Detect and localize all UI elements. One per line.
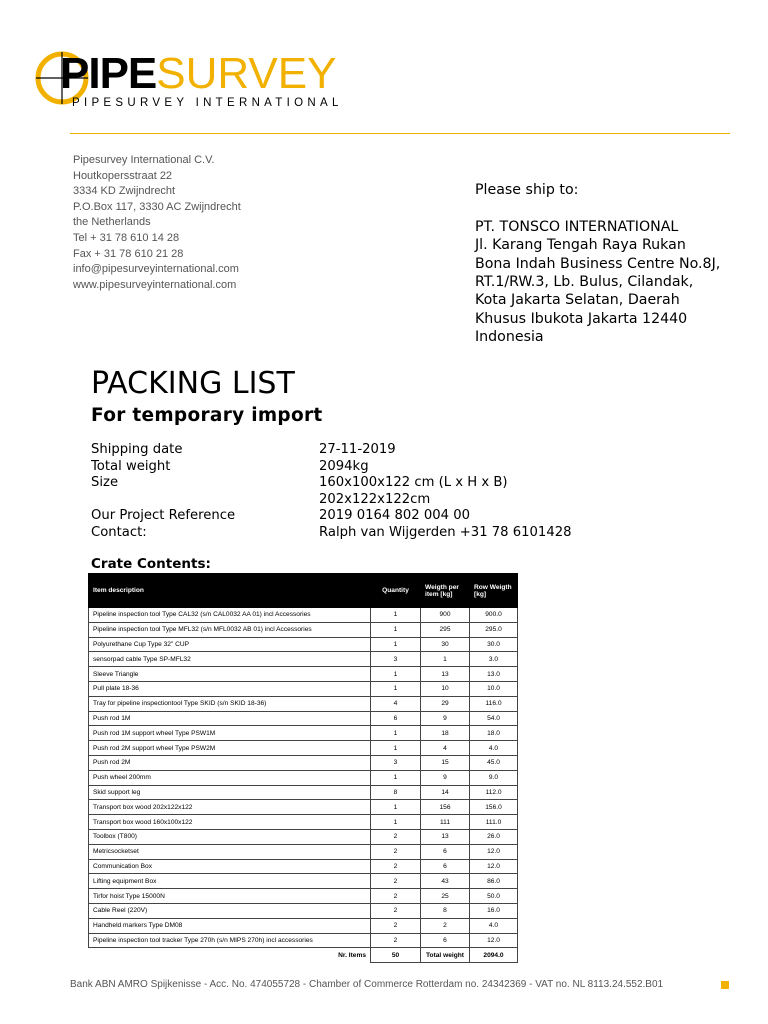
cell-quantity: 2: [371, 889, 421, 904]
ship-to-line: Khusus Ibukota Jakarta 12440: [475, 310, 688, 327]
table-row: [89, 637, 518, 652]
info-value: 2094kg: [319, 458, 369, 474]
table-total-row: [89, 948, 518, 963]
company-logo: [34, 48, 364, 118]
cell-row-weight: 13.0: [470, 667, 518, 682]
cell-quantity: 1: [371, 815, 421, 830]
cell-quantity: 2: [371, 859, 421, 874]
cell-row-weight: 156.0: [470, 800, 518, 815]
cell-weight-per-item: 9: [421, 711, 470, 726]
info-value: 27-11-2019: [319, 442, 396, 457]
table-row: [89, 755, 518, 770]
cell-description: Push wheel 200mm: [89, 770, 371, 785]
crate-contents-title: Crate Contents:: [91, 556, 211, 572]
sender-website: www.pipesurveyinternational.com: [73, 278, 237, 291]
cell-weight-per-item: 18: [421, 726, 470, 741]
table-row: [89, 711, 518, 726]
cell-quantity: 3: [371, 652, 421, 667]
cell-quantity: 2: [371, 903, 421, 918]
cell-description: Metricsocketset: [89, 844, 371, 859]
cell-weight-per-item: 900: [421, 608, 470, 623]
cell-row-weight: 12.0: [470, 859, 518, 874]
cell-row-weight: 18.0: [470, 726, 518, 741]
sender-email: info@pipesurveyinternational.com: [73, 263, 239, 276]
cell-weight-per-item: 2: [421, 918, 470, 933]
table-row: [89, 829, 518, 844]
cell-description: Pull plate 18-36: [89, 681, 371, 696]
info-value: 202x122x122cm: [319, 491, 431, 507]
ship-to-block: [475, 181, 720, 347]
cell-weight-per-item: 30: [421, 637, 470, 652]
cell-quantity: 6: [371, 711, 421, 726]
cell-quantity: 1: [371, 800, 421, 815]
cell-row-weight: 295.0: [470, 622, 518, 637]
cell-weight-per-item: 6: [421, 859, 470, 874]
info-row: [91, 525, 572, 542]
info-label: Total weight: [91, 458, 171, 474]
cell-description: Pipeline inspection tool Type CAL32 (s/n CAL0032 AA 01) incl Accessories: [89, 608, 371, 623]
cell-weight-per-item: 14: [421, 785, 470, 800]
cell-quantity: 1: [371, 608, 421, 623]
table-row: [89, 918, 518, 933]
ship-to-line: RT.1/RW.3, Lb. Bulus, Cilandak,: [475, 274, 694, 291]
cell-row-weight: 3.0: [470, 652, 518, 667]
header-divider: [70, 133, 730, 134]
ship-to-line: Bona Indah Business Centre No.8J,: [475, 255, 721, 272]
shipment-info: [91, 442, 572, 542]
cell-row-weight: 9.0: [470, 770, 518, 785]
cell-weight-per-item: 10: [421, 681, 470, 696]
info-value: Ralph van Wijgerden +31 78 6101428: [319, 524, 572, 540]
cell-weight-per-item: 295: [421, 622, 470, 637]
crate-table-body: [89, 608, 518, 948]
logo-subtitle: PIPESURVEY INTERNATIONAL: [72, 97, 343, 109]
cell-quantity: 2: [371, 918, 421, 933]
sender-line: Houtkopersstraat 22: [73, 169, 173, 182]
cell-description: Transport box wood 160x100x122: [89, 815, 371, 830]
cell-quantity: 4: [371, 696, 421, 711]
cell-description: Cable Reel (220V): [89, 903, 371, 918]
footer-bank-info: Bank ABN AMRO Spijkenisse - Acc. No. 474055728 - Chamber of Commerce Rotterdam no. 24342369 - VAT no. NL 8113.24.552.B01: [70, 979, 664, 990]
cell-description: Toolbox (T800): [89, 829, 371, 844]
cell-description: Push rod 1M support wheel Type PSW1M: [89, 726, 371, 741]
cell-description: Sleeve Triangle: [89, 667, 371, 682]
sender-line: Tel + 31 78 610 14 28: [73, 231, 180, 244]
ship-to-line: PT. TONSCO INTERNATIONAL: [475, 218, 679, 235]
info-row: [91, 475, 572, 492]
cell-description: Communication Box: [89, 859, 371, 874]
info-row: [91, 508, 572, 525]
cell-description: Pipeline inspection tool Type MFL32 (s/n MFL0032 AB 01) incl Accessories: [89, 622, 371, 637]
cell-weight-per-item: 6: [421, 844, 470, 859]
cell-weight-per-item: 156: [421, 800, 470, 815]
cell-quantity: 2: [371, 844, 421, 859]
table-row: [89, 770, 518, 785]
logo-pipe-text: PIPE: [60, 49, 157, 98]
cell-row-weight: 54.0: [470, 711, 518, 726]
info-row: [91, 442, 572, 459]
cell-row-weight: 50.0: [470, 889, 518, 904]
cell-weight-per-item: 1: [421, 652, 470, 667]
column-header-weight-per-item: Weigth per item [kg]: [421, 574, 470, 608]
cell-weight-per-item: 25: [421, 889, 470, 904]
table-row: [89, 667, 518, 682]
table-row: [89, 800, 518, 815]
cell-quantity: 2: [371, 874, 421, 889]
cell-row-weight: 12.0: [470, 933, 518, 948]
cell-quantity: 1: [371, 637, 421, 652]
cell-weight-per-item: 4: [421, 741, 470, 756]
cell-row-weight: 900.0: [470, 608, 518, 623]
document-title: PACKING LIST: [91, 366, 295, 401]
sender-line: 3334 KD Zwijndrecht: [73, 185, 176, 198]
table-row: [89, 933, 518, 948]
cell-row-weight: 112.0: [470, 785, 518, 800]
table-row: [89, 696, 518, 711]
cell-weight-per-item: 13: [421, 667, 470, 682]
cell-weight-per-item: 6: [421, 933, 470, 948]
cell-row-weight: 86.0: [470, 874, 518, 889]
cell-row-weight: 4.0: [470, 741, 518, 756]
cell-row-weight: 30.0: [470, 637, 518, 652]
sender-line: the Netherlands: [73, 216, 151, 229]
cell-description: Push rod 2M support wheel Type PSW2M: [89, 741, 371, 756]
cell-description: Polyurethane Cup Type 32" CUP: [89, 637, 371, 652]
table-row: [89, 681, 518, 696]
cell-description: Tirfor hoist Type 15000N: [89, 889, 371, 904]
cell-quantity: 2: [371, 933, 421, 948]
table-row: [89, 785, 518, 800]
cell-description: Tray for pipeline inspectiontool Type SKID (s/n SKID 18-36): [89, 696, 371, 711]
sender-address: [73, 153, 241, 293]
sender-line: Pipesurvey International C.V.: [73, 154, 215, 166]
cell-row-weight: 4.0: [470, 918, 518, 933]
cell-quantity: 3: [371, 755, 421, 770]
cell-quantity: 1: [371, 622, 421, 637]
table-row: [89, 903, 518, 918]
cell-row-weight: 45.0: [470, 755, 518, 770]
total-items-value: 50: [371, 948, 421, 963]
cell-weight-per-item: 43: [421, 874, 470, 889]
cell-description: sensorpad cable Type SP-MFL32: [89, 652, 371, 667]
cell-quantity: 1: [371, 741, 421, 756]
info-label: Our Project Reference: [91, 508, 236, 524]
cell-description: Lifting equipment Box: [89, 874, 371, 889]
cell-quantity: 1: [371, 667, 421, 682]
cell-row-weight: 111.0: [470, 815, 518, 830]
ship-to-line: Indonesia: [475, 329, 544, 346]
cell-description: Handheld markers Type DM08: [89, 918, 371, 933]
column-header-row-weight: Row Weigth [kg]: [470, 574, 518, 608]
cell-quantity: 8: [371, 785, 421, 800]
cell-description: Skid support leg: [89, 785, 371, 800]
info-label: [91, 492, 319, 509]
cell-description: Transport box wood 202x122x122: [89, 800, 371, 815]
cell-quantity: 2: [371, 829, 421, 844]
sender-line: P.O.Box 117, 3330 AC Zwijndrecht: [73, 200, 241, 213]
logo-survey-text: SURVEY: [156, 49, 337, 98]
table-row: [89, 652, 518, 667]
ship-to-line: Jl. Karang Tengah Raya Rukan: [475, 237, 686, 254]
table-row: [89, 741, 518, 756]
column-header-quantity: Quantity: [371, 574, 421, 608]
info-value: 2019 0164 802 004 00: [319, 508, 471, 524]
column-header-description: Item description: [89, 574, 371, 608]
cell-description: Pipeline inspection tool tracker Type 270h (s/n MIPS 270h) incl accessories: [89, 933, 371, 948]
info-value: 160x100x122 cm (L x H x B): [319, 475, 508, 491]
cell-row-weight: 116.0: [470, 696, 518, 711]
cell-description: Push rod 2M: [89, 755, 371, 770]
cell-weight-per-item: 15: [421, 755, 470, 770]
table-row: [89, 874, 518, 889]
ship-to-heading: Please ship to:: [475, 182, 579, 198]
crate-contents-table: [88, 573, 518, 963]
logo-wordmark: [60, 51, 336, 97]
cell-weight-per-item: 8: [421, 903, 470, 918]
cell-description: Push rod 1M: [89, 711, 371, 726]
sender-line: Fax + 31 78 610 21 28: [73, 247, 184, 260]
ship-to-line: Kota Jakarta Selatan, Daerah: [475, 292, 680, 309]
info-row: [91, 459, 572, 476]
table-row: [89, 815, 518, 830]
table-header-row: [89, 574, 518, 608]
document-subtitle: For temporary import: [91, 405, 323, 426]
info-label: Shipping date: [91, 442, 183, 457]
cell-weight-per-item: 29: [421, 696, 470, 711]
cell-weight-per-item: 13: [421, 829, 470, 844]
info-row: [91, 492, 572, 509]
table-row: [89, 608, 518, 623]
cell-row-weight: 10.0: [470, 681, 518, 696]
cell-row-weight: 26.0: [470, 829, 518, 844]
table-row: [89, 859, 518, 874]
cell-quantity: 1: [371, 681, 421, 696]
table-row: [89, 844, 518, 859]
total-items-label: Nr. Items: [89, 948, 371, 963]
info-label: Contact:: [91, 524, 147, 540]
cell-weight-per-item: 9: [421, 770, 470, 785]
cell-quantity: 1: [371, 726, 421, 741]
cell-quantity: 1: [371, 770, 421, 785]
table-row: [89, 889, 518, 904]
table-row: [89, 726, 518, 741]
total-weight-label: Total weight: [421, 948, 470, 963]
table-row: [89, 622, 518, 637]
total-weight-value: 2094.0: [470, 948, 518, 963]
info-label: Size: [91, 475, 119, 491]
cell-row-weight: 16.0: [470, 903, 518, 918]
footer-square-icon: [721, 981, 729, 989]
cell-weight-per-item: 111: [421, 815, 470, 830]
cell-row-weight: 12.0: [470, 844, 518, 859]
